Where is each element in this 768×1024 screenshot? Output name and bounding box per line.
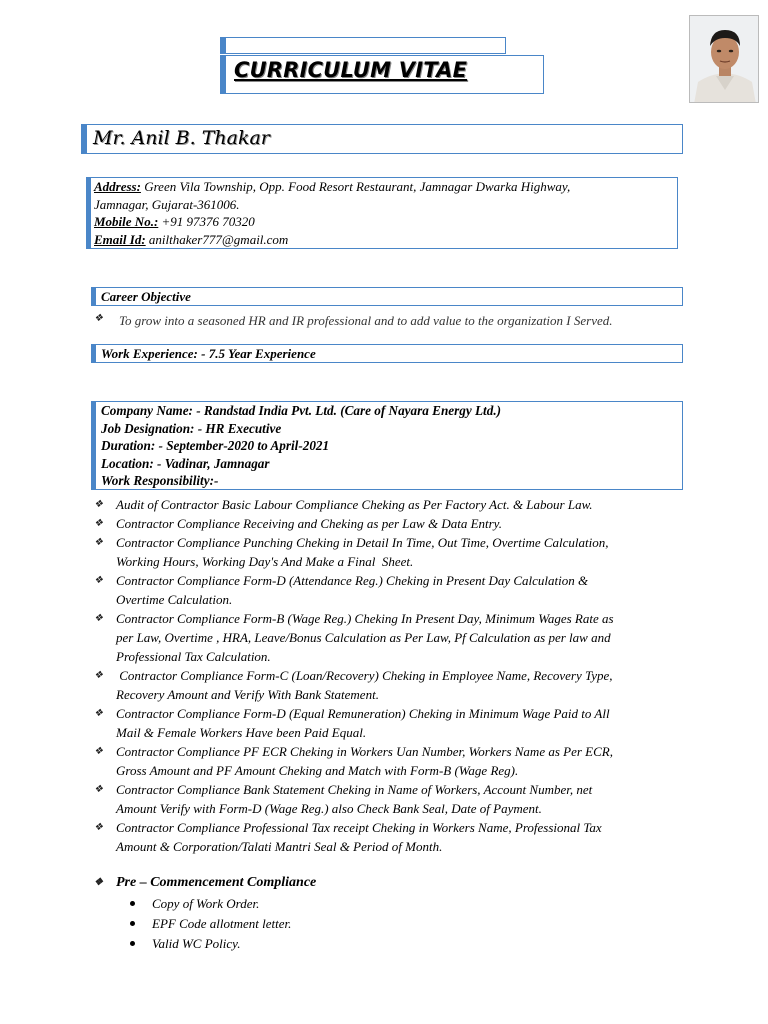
pre-commencement-heading: Pre – Commencement Compliance (116, 875, 317, 890)
responsibility-list (94, 495, 684, 856)
career-objective-text: To grow into a seasoned HR and IR professional and to add value to the organization I Served. (119, 313, 613, 328)
document-title: CURRICULUM VITAE (234, 58, 468, 82)
diamond-bullet-icon: ❖ (94, 518, 103, 529)
name-box (81, 124, 683, 154)
list-item (94, 934, 684, 954)
responsibility-item (94, 514, 684, 533)
diamond-bullet-icon: ❖ (94, 746, 103, 757)
duration: Duration: - September-2020 to April-2021 (101, 438, 330, 453)
responsibility-line: Mail & Female Workers Have been Paid Equal. (116, 725, 367, 740)
list-item (94, 914, 684, 934)
profile-photo-image (690, 16, 759, 103)
responsibility-line: Contractor Compliance Punching Cheking in Detail In Time, Out Time, Overtime Calculation, (116, 535, 609, 550)
responsibility-line: Recovery Amount and Verify With Bank Statement. (116, 687, 379, 702)
list-item-text: Copy of Work Order. (152, 896, 260, 911)
responsibility-line: Contractor Compliance PF ECR Cheking in Workers Uan Number, Workers Name as Per ECR, (116, 744, 613, 759)
responsibility-line: Working Hours, Working Day's And Make a Final Sheet. (116, 554, 414, 569)
title-decoration-bar (220, 37, 506, 54)
responsibility-line: Contractor Compliance Bank Statement Cheking in Name of Workers, Account Number, net (116, 782, 593, 797)
diamond-bullet-icon: ❖ (94, 877, 103, 888)
responsibility-line: Professional Tax Calculation. (116, 649, 271, 664)
responsibility-line: Amount & Corporation/Talati Mantri Seal & Period of Month. (116, 839, 443, 854)
address-line-2: Jamnagar, Gujarat-361006. (94, 196, 240, 212)
responsibility-line: Contractor Compliance Form-D (Equal Remuneration) Cheking in Minimum Wage Paid to All (116, 706, 610, 721)
email-value: anilthaker777@gmail.com (145, 231, 289, 247)
email-line (94, 231, 677, 249)
email-label: Email Id: (94, 231, 146, 247)
mobile-line (94, 213, 677, 231)
address-value: Green Vila Township, Opp. Food Resort Restaurant, Jamnagar Dwarka Highway, (140, 179, 571, 194)
diamond-bullet-icon: ❖ (94, 613, 103, 624)
address-line (94, 178, 677, 196)
responsibility-line: Contractor Compliance Form-B (Wage Reg.) Cheking In Present Day, Minimum Wages Rate as (116, 611, 614, 626)
diamond-bullet-icon: ❖ (94, 822, 103, 833)
list-item-text: Valid WC Policy. (152, 936, 241, 951)
contact-box (86, 177, 678, 249)
round-bullet-icon (130, 901, 135, 906)
responsibility-line: Contractor Compliance Form-D (Attendance Reg.) Cheking in Present Day Calculation & (116, 573, 589, 588)
responsibility-item (94, 780, 684, 818)
pre-commencement-list (94, 894, 684, 954)
pre-commencement-heading-item (94, 873, 684, 892)
responsibility-line: Audit of Contractor Basic Labour Compliance Cheking as Per Factory Act. & Labour Law. (116, 497, 593, 512)
responsibility-line: Amount Verify with Form-D (Wage Reg.) also Check Bank Seal, Date of Payment. (116, 801, 542, 816)
work-responsibility-label: Work Responsibility:- (101, 473, 219, 488)
address-label: Address: (94, 179, 141, 194)
round-bullet-icon (130, 941, 135, 946)
responsibility-item (94, 495, 684, 514)
mobile-label: Mobile No.: (94, 214, 159, 229)
company-name: Company Name: - Randstad India Pvt. Ltd. (Care of Nayara Energy Ltd.) (101, 403, 502, 418)
company-box (91, 401, 683, 490)
responsibility-line: Gross Amount and PF Amount Cheking and Match with Form-B (Wage Reg). (116, 763, 519, 778)
diamond-bullet-icon: ❖ (94, 575, 103, 586)
diamond-bullet-icon: ❖ (94, 708, 103, 719)
responsibility-item (94, 742, 684, 780)
round-bullet-icon (130, 921, 135, 926)
responsibility-line: Contractor Compliance Professional Tax receipt Cheking in Workers Name, Professional Tax (116, 820, 602, 835)
responsibility-item (94, 533, 684, 571)
responsibility-line: Contractor Compliance Receiving and Cheking as per Law & Data Entry. (116, 516, 502, 531)
diamond-bullet-icon: ❖ (94, 784, 103, 795)
responsibility-line: Contractor Compliance Form-C (Loan/Recovery) Cheking in Employee Name, Recovery Type, (116, 668, 613, 683)
responsibility-item (94, 571, 684, 609)
responsibility-item (94, 818, 684, 856)
job-designation: Job Designation: - HR Executive (101, 420, 282, 436)
responsibility-item (94, 666, 684, 704)
responsibility-line: Overtime Calculation. (116, 592, 233, 607)
candidate-name: Mr. Anil B. Thakar (93, 127, 270, 149)
location: Location: - Vadinar, Jamnagar (101, 455, 270, 471)
title-box (220, 55, 544, 94)
diamond-bullet-icon: ❖ (94, 313, 103, 324)
list-item-text: EPF Code allotment letter. (152, 916, 292, 931)
responsibility-item (94, 704, 684, 742)
diamond-bullet-icon: ❖ (94, 499, 103, 510)
responsibility-line: per Law, Overtime , HRA, Leave/Bonus Calculation as Per Law, Pf Calculation as per law and (116, 630, 611, 645)
list-item (94, 894, 684, 914)
diamond-bullet-icon: ❖ (94, 537, 103, 548)
career-objective-heading: Career Objective (91, 287, 683, 306)
diamond-bullet-icon: ❖ (94, 670, 103, 681)
work-experience-heading: Work Experience: - 7.5 Year Experience (91, 344, 683, 363)
responsibility-item (94, 609, 684, 666)
profile-photo (689, 15, 759, 103)
mobile-value: +91 97376 70320 (158, 214, 255, 229)
pre-commencement-section (94, 873, 684, 954)
